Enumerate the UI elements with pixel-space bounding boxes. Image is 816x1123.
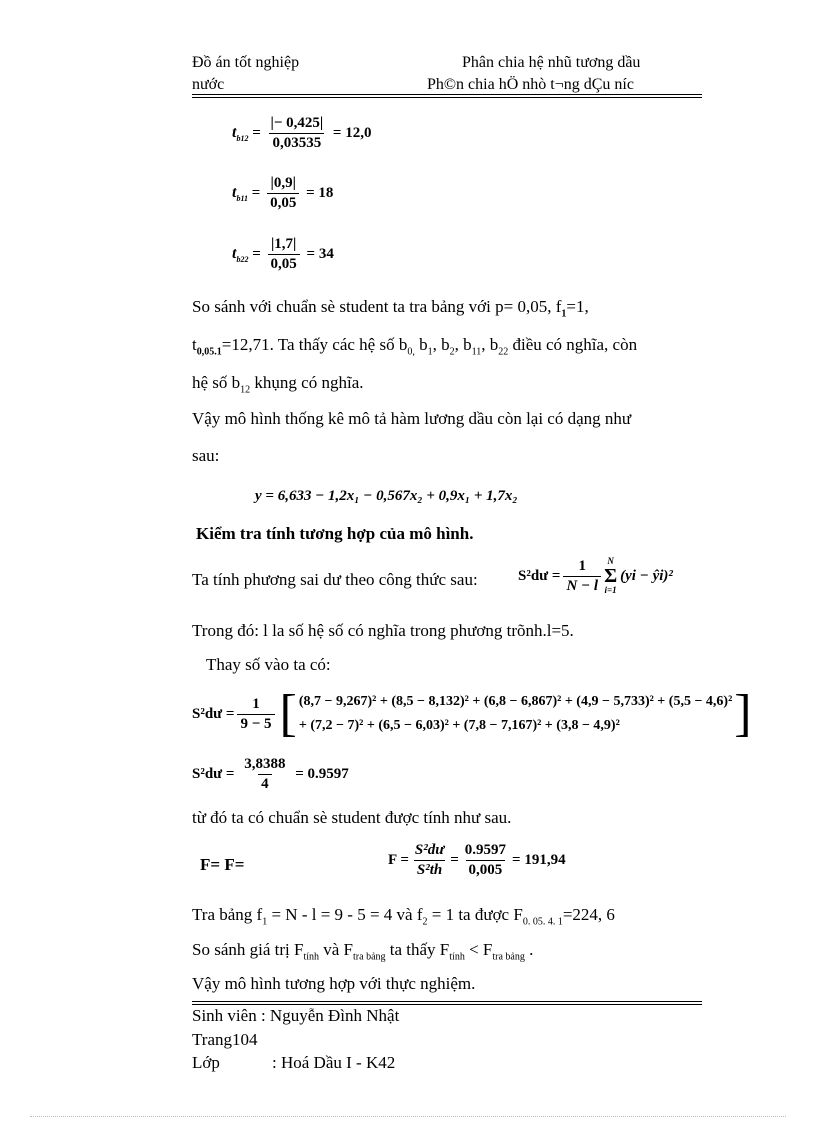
big-equation: S²dư = $\frac{1}{9 - 5}$ [ (8,7 − 9,267)² + (8,5 − 8,132)² + (6,8 − 6,867)² + (4,9 − 5,733)² + (5,5 − 4,6)² + (7,2 − 7)² + (6,5 − 6,03)² + (7,8 − 7,167)² + (3,8 − 4,9)² ]	[192, 685, 752, 742]
footer-student: Sinh viên : Nguyễn Đình Nhật	[192, 1006, 400, 1025]
eq-t-b11: $t_{b11}$ = $\frac{|0,9|}{0,05}$ = 18	[232, 175, 334, 211]
footer-page: Trang104	[192, 1030, 258, 1049]
eq-t-b22: $t_{b22}$ = $\frac{|1,7|}{0,05}$ = 34	[232, 236, 334, 272]
variance-formula: S²dư = $\frac{1}{N - l}$ N Σ i=1 (yi − ŷi)²	[518, 556, 673, 595]
model-equation: y = 6,633 − 1,2x₁ − 0,567x₂ + 0,9x₁ + 1,7x₂	[255, 488, 518, 504]
header-right: Phân chia hệ nhũ tương dầu	[462, 54, 641, 71]
para1-line1: So sánh với chuẩn sè student ta tra bảng với p= 0,05, $f_1=1$,	[192, 297, 589, 320]
para2-line2: sau:	[192, 446, 220, 465]
tu-do: từ đó ta có chuẩn sè student được tính như sau.	[192, 808, 512, 827]
header-rule	[192, 94, 702, 95]
header-left: Đồ án tốt nghiệp	[192, 54, 300, 71]
thay-so: Thay số vào ta có:	[206, 655, 331, 674]
f-label: F= F=	[200, 855, 245, 874]
header-rule-2	[192, 97, 702, 98]
footer-class-label: Lớp	[192, 1053, 220, 1072]
conclusion: Vậy mô hình tương hợp với thực nghiệm.	[192, 974, 476, 993]
page-bottom-border	[30, 1116, 786, 1117]
footer-rule	[192, 1001, 702, 1002]
section-title: Kiểm tra tính tương hợp của mô hình.	[196, 524, 474, 543]
eq-sdu-value: S²dư = $\frac{3,8388}{4}$ = 0.9597	[192, 756, 349, 792]
para1-line3: hệ số $b_{12}$ khụng có nghĩa.	[192, 373, 364, 396]
para1-line2: $t_{0,05.1}=12,71$. Ta thấy các hệ số $b_{0,}$ $b_1$, $b_2$, $b_{11}$, $b_{22}$ điều có nghĩa, còn	[192, 335, 638, 358]
footer-class-value: : Hoá Dầu I - K42	[272, 1053, 396, 1072]
footer-rule-2	[192, 1004, 702, 1005]
so-sanh: So sánh giá trị $F_{tính}$ và $F_{tra bảng}$ ta thấy $F_{tính} < F_{tra bảng}$ .	[192, 940, 534, 963]
trong-do: Trong đó: l la số hệ số có nghĩa trong phương trõnh.l=5.	[192, 621, 574, 640]
para2-line1: Vậy mô hình thống kê mô tả hàm lương dầu còn lại có dạng như	[192, 409, 632, 428]
header-right-cont: Ph©n chia hÖ nhò t¬ng dÇu níc	[427, 76, 634, 93]
header-left-cont: nước	[192, 76, 225, 93]
eq-t-b12: $t_{b12}$ = $\frac{|- 0,425|}{0,03535}$ = 12,0	[232, 115, 372, 151]
tra-bang: Tra bảng $f_1 = N - l = 9 - 5 = 4$ và $f_2 = 1$ ta được $F_{0. 05. 4. 1}=224$, 6	[192, 905, 615, 928]
f-equation: F = $\frac{\text{S²dư}}{\text{S²th}}$ = $\frac{0.9597}{0,005}$ = 191,94	[388, 842, 566, 878]
variance-intro: Ta tính phương sai dư theo công thức sau:	[192, 570, 478, 589]
